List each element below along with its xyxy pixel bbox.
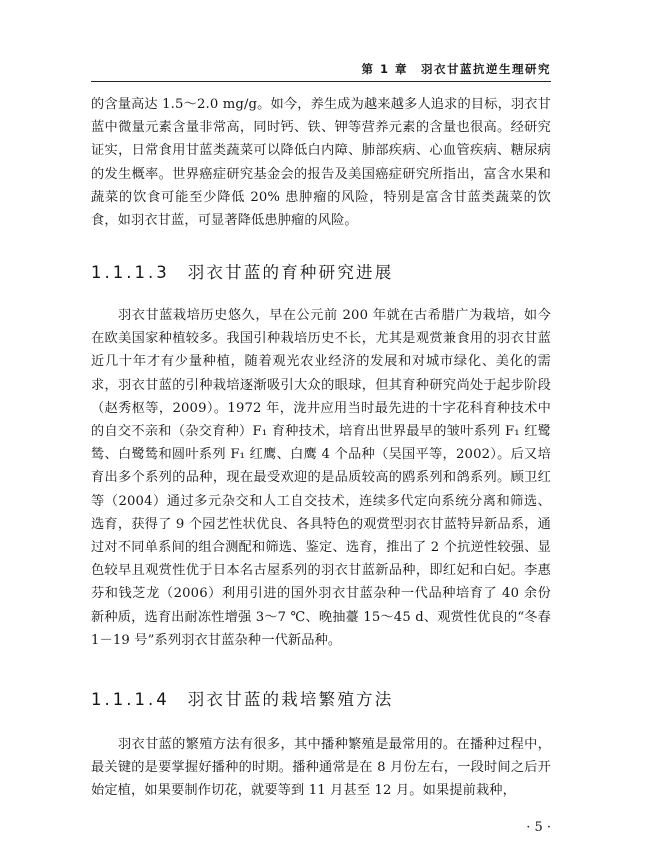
section-heading-1-1-1-4 (91, 686, 551, 710)
section-title: 羽衣甘蓝的育种研究进展 (187, 263, 394, 282)
section-title: 羽衣甘蓝的栽培繁殖方法 (187, 690, 394, 709)
paragraph-1: 的含量高达 1.5～2.0 mg/g。如今，养生成为越来越多人追求的目标，羽衣甘蓝中微量元素含量非常高，同时钙、铁、钾等营养元素的含量也很高。经研究证实，日常食用甘蓝类蔬菜可以降低白内障、肺部疾病、心血管疾病、糖尿病的发生概率。世界癌症研究基金会的报告及美国癌症研究所指出，富含水果和蔬菜的饮食可能至少降低 20% 患肿瘤的风险，特别是富含甘蓝类蔬菜的饮食，如羽衣甘蓝，可显著降低患肿瘤的风险。 (91, 97, 551, 229)
running-head: 第 1 章 羽衣甘蓝抗逆生理研究 (361, 62, 551, 76)
section-heading-1-1-1-3 (91, 259, 551, 283)
section-number: 1.1.1.3 (91, 263, 170, 282)
page-number: · 5 · (526, 820, 551, 835)
paragraph-2: 羽衣甘蓝栽培历史悠久，早在公元前 200 年就在古希腊广为栽培，如今在欧美国家种植较多。我国引种栽培历史不长，尤其是观赏兼食用的羽衣甘蓝近几十年才有少量种植，随着观光农业经济的发展和对城市绿化、美化的需求，羽衣甘蓝的引种栽培逐渐吸引大众的眼球，但其育种研究尚处于起步阶段（赵秀枢等，2009）。1972 年，泷井应用当时最先进的十字花科育种技术中的自交不亲和（杂交育种）F₁ 育种技术，培育出世界最早的皱叶系列 F₁ 红鹭鸶、白鹭鸶和圆叶系列 F₁ 红鹰、白鹰 4 个品种（吴国平等，2002）。后又培育出多个系列的品种，现在最受欢迎的是品质较高的鸥系列和鸽系列。顾卫红等（2004）通过多元杂交和人工自交技术，连续多代定向系统分离和筛选、选育，获得了 9 个园艺性状优良、各具特色的观赏型羽衣甘蓝特异新品系，通过对不同单系间的组合测配和筛选、鉴定、选育，推出了 2 个抗逆性较强、显色较早且观赏性优于日本名古屋系列的羽衣甘蓝新品种，即红妃和白妃。李惠芬和钱芝龙（2006）利用引进的国外羽衣甘蓝杂种一代品种培育了 40 余份新种质，选育出耐冻性增强 3～7 ℃、晚抽薹 15～45 d、观赏性优良的“冬春 1－19 号”系列羽衣甘蓝杂种一代新品种。 (91, 308, 551, 648)
paragraph-3: 羽衣甘蓝的繁殖方法有很多，其中播种繁殖是最常用的。在播种过程中，最关键的是要掌握好播种的时期。播种通常是在 8 月份左右，一段时间之后开始定植，如果要制作切花，就要等到 11 月甚至 12 月。如果提前栽种， (91, 737, 551, 799)
header-rule (91, 81, 551, 82)
section-number: 1.1.1.4 (91, 690, 170, 709)
